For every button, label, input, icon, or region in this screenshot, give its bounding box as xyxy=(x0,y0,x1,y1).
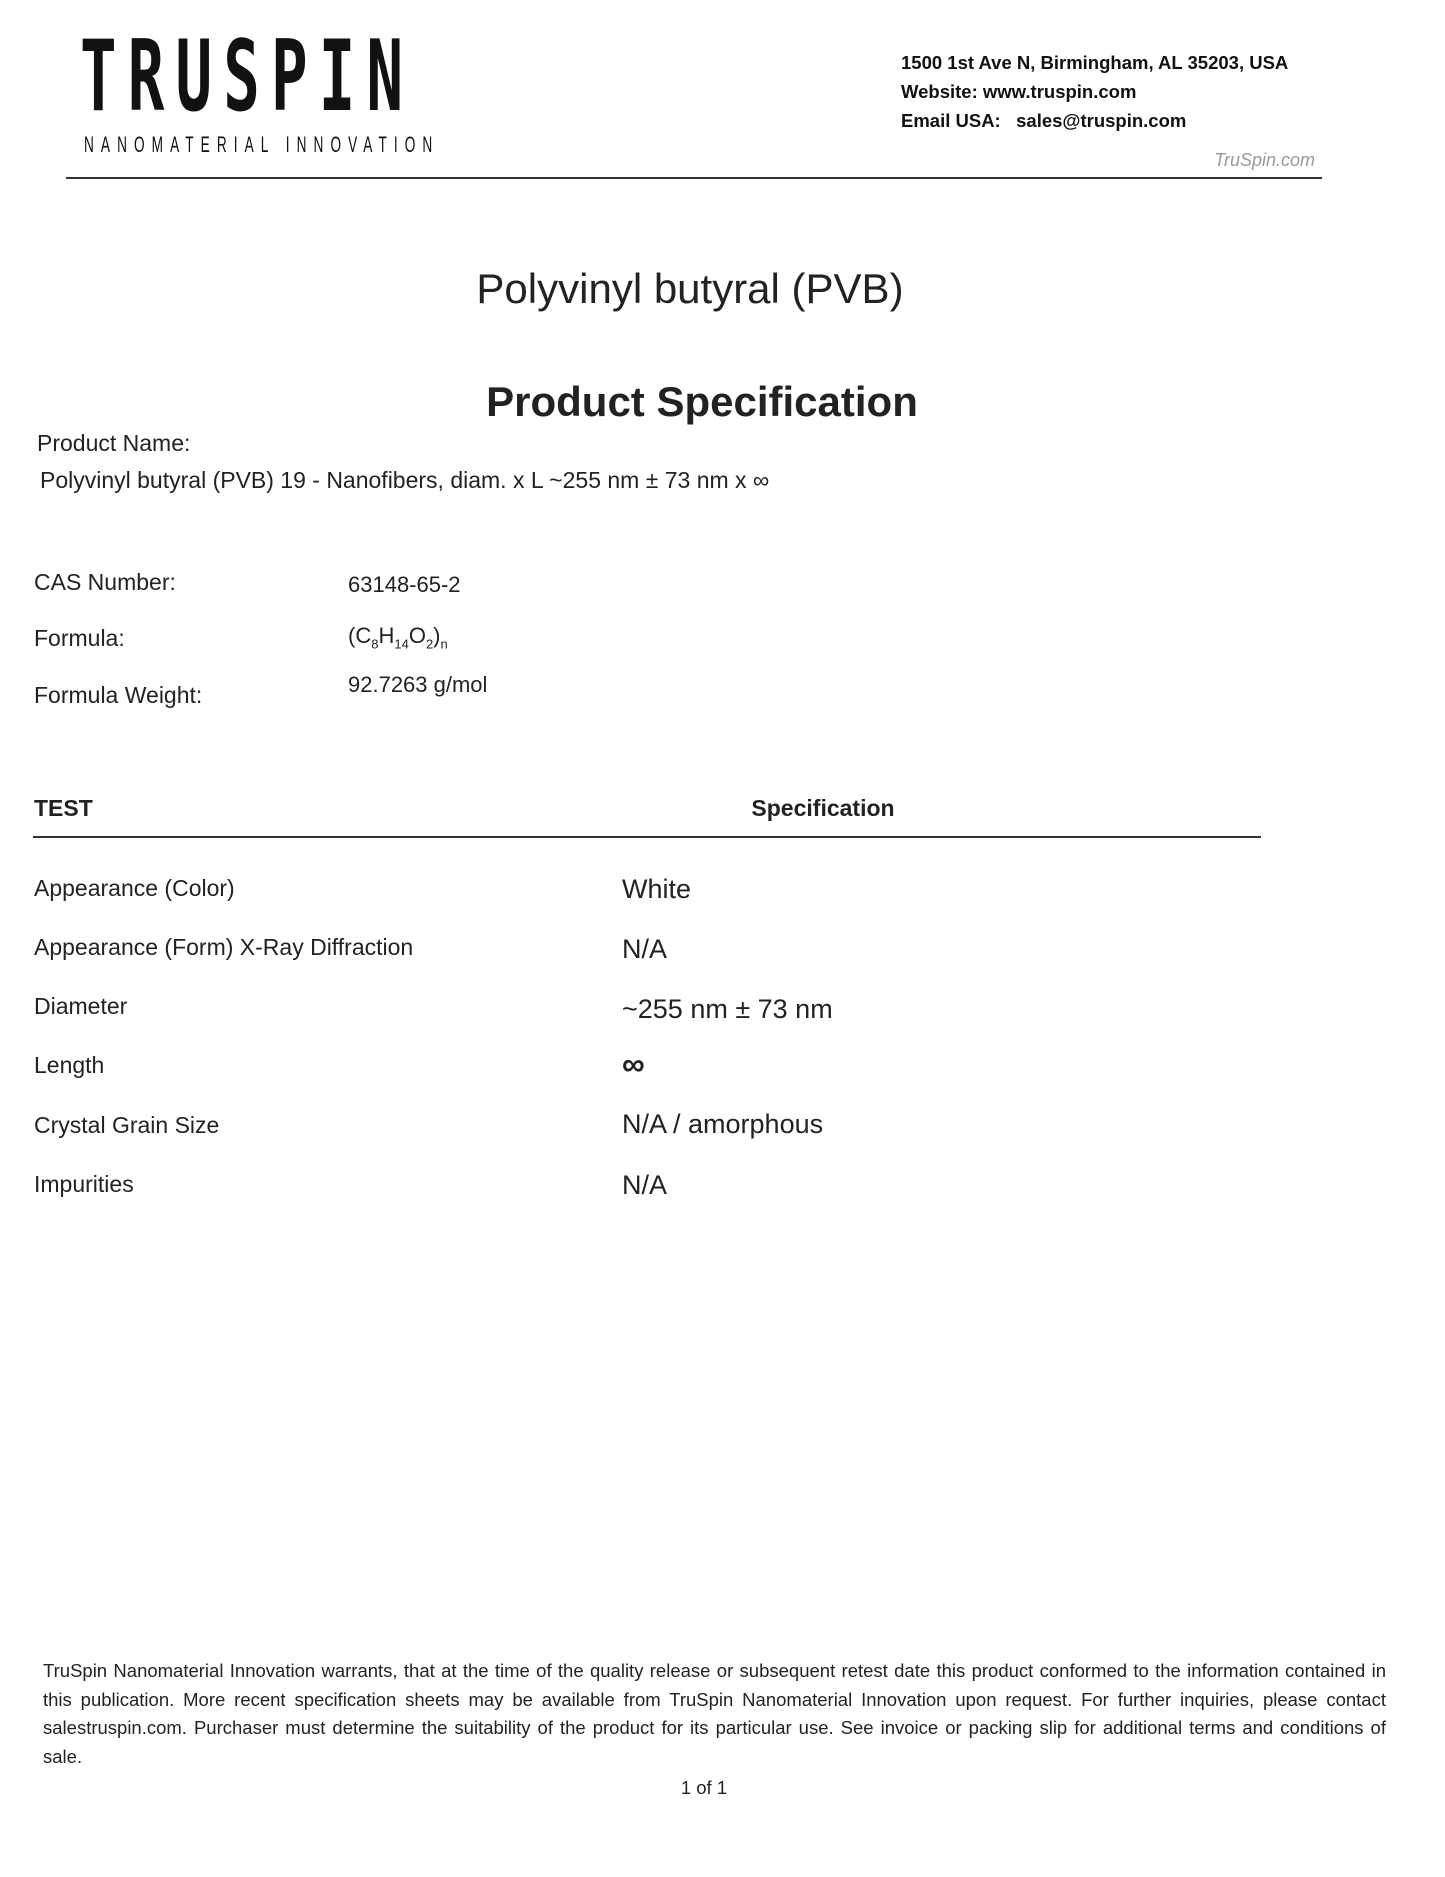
weight-label: Formula Weight: xyxy=(34,682,203,708)
table-row-test: Crystal Grain Size xyxy=(34,1112,220,1138)
email-link[interactable]: sales@truspin.com xyxy=(1016,110,1187,131)
table-row-test: Appearance (Form) X-Ray Diffraction xyxy=(34,934,414,960)
col-spec-header: Specification xyxy=(751,795,895,821)
table-row-spec: N/A xyxy=(622,1170,668,1200)
table-row-test: Impurities xyxy=(34,1171,134,1197)
product-name: Polyvinyl butyral (PVB) 19 - Nanofibers, diam. x L ~255 nm ± 73 nm x ∞ xyxy=(40,467,770,493)
cas-value: 63148-65-2 xyxy=(348,572,461,597)
address: 1500 1st Ave N, Birmingham, AL 35203, USA xyxy=(901,52,1289,73)
table-row-test: Length xyxy=(34,1052,105,1078)
cas-label: CAS Number: xyxy=(34,569,176,595)
website-label: Website: xyxy=(901,81,978,102)
formula-value: $(C_8H_{14}O_2)_n$ xyxy=(348,623,448,652)
table-row-test: Appearance (Color) xyxy=(34,875,235,901)
table-row-spec: ~255 nm ± 73 nm xyxy=(622,994,833,1024)
page-title: Polyvinyl butyral (PVB) xyxy=(476,265,904,312)
page-subtitle: Product Specification xyxy=(486,378,918,425)
formula-label: Formula: xyxy=(34,625,125,651)
logo: TRUSPIN xyxy=(80,28,415,126)
table-row-spec: ∞ xyxy=(622,1046,645,1082)
page-number: 1 of 1 xyxy=(680,1777,728,1798)
table-row-spec: N/A / amorphous xyxy=(622,1109,824,1139)
col-test-header: TEST xyxy=(34,795,93,821)
table-row-spec: White xyxy=(622,874,692,904)
logo-tagline: NANOMATERIAL INNOVATION xyxy=(84,132,440,157)
email-label: Email USA: xyxy=(901,110,1001,131)
table-divider xyxy=(33,836,1261,838)
email-line xyxy=(901,110,1186,132)
table-row-spec: N/A xyxy=(622,934,668,964)
header-divider xyxy=(66,177,1322,179)
table-row-test: Diameter xyxy=(34,993,128,1019)
website-link[interactable]: www.truspin.com xyxy=(982,81,1137,102)
weight-value: 92.7263 g/mol xyxy=(348,672,488,697)
disclaimer: TruSpin Nanomaterial Innovation warrants, that at the time of the quality release or subsequent retest date this product conformed to the information contained in this publication. More recent specification sheets may be available from TruSpin Nanomaterial Innovation upon request. For further inquiries, please contact salestruspin.com. Purchaser must determine the suitability of the product for its particular use. See invoice or packing slip for additional terms and conditions of sale. xyxy=(43,1660,1386,1768)
product-name-label: Product Name: xyxy=(37,430,191,456)
website-line xyxy=(901,81,1136,103)
site-mark: TruSpin.com xyxy=(1214,150,1315,170)
